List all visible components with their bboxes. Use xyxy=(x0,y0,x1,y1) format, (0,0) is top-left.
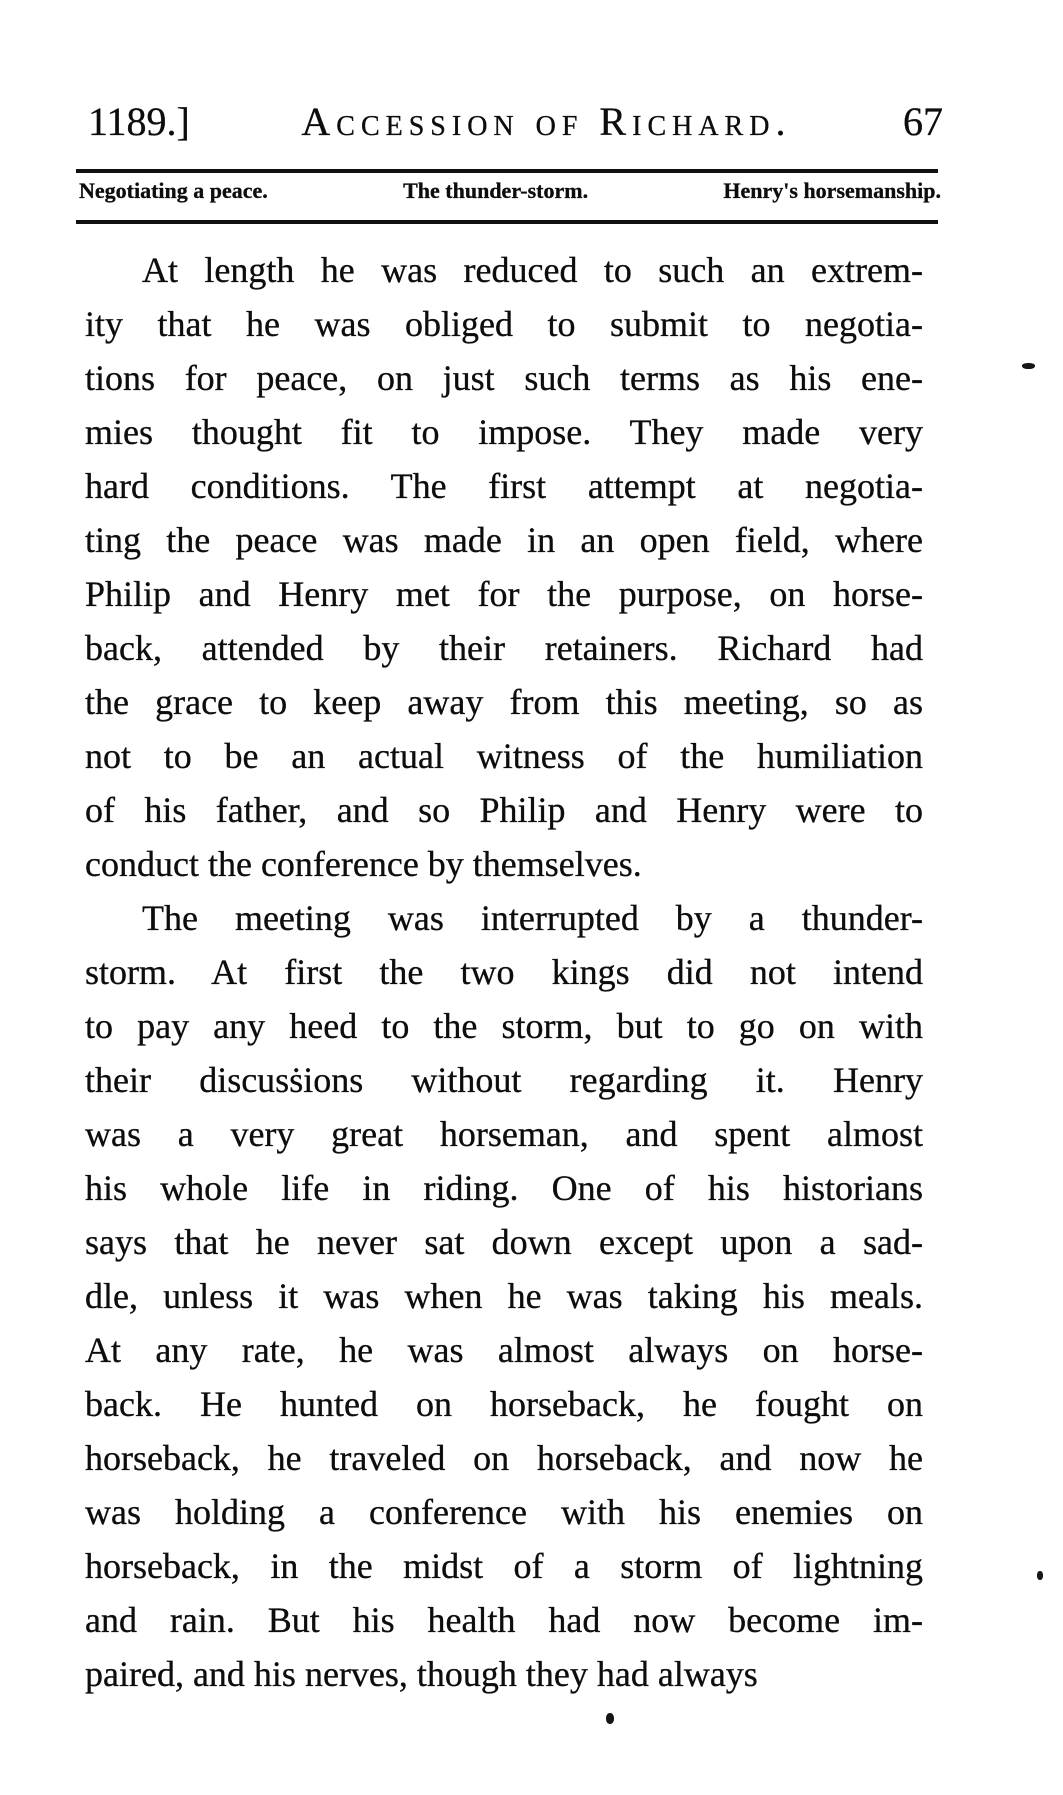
ink-speck-right-lower xyxy=(1037,1571,1043,1580)
text-line: and rain. But his health had now become im- xyxy=(85,1600,923,1640)
text-line: not to be an actual witness of the humiliation xyxy=(85,736,923,776)
ink-dot-bottom-center xyxy=(606,1713,614,1724)
ink-speck-right-upper xyxy=(1022,363,1035,369)
text-line: ity that he was obliged to submit to negotia- xyxy=(85,304,923,344)
text-line: mies thought fit to impose. They made very xyxy=(85,412,923,452)
text-line: was a very great horseman, and spent almost xyxy=(85,1114,923,1154)
text-line: says that he never sat down except upon a sad- xyxy=(85,1222,923,1262)
text-line: At length he was reduced to such an extrem- xyxy=(142,250,923,290)
text-line: hard conditions. The first attempt at negotia- xyxy=(85,466,923,506)
text-line: The meeting was interrupted by a thunder- xyxy=(142,898,923,938)
header-rule-top xyxy=(76,169,938,173)
header-rule-bottom xyxy=(76,220,938,224)
header-date: 1189.] xyxy=(88,99,190,144)
text-line: dle, unless it was when he was taking his meals. xyxy=(85,1276,923,1316)
page-title: Accession of Richard. xyxy=(301,99,792,144)
text-line: horseback, in the midst of a storm of lightning xyxy=(85,1546,923,1586)
text-line: to pay any heed to the storm, but to go on with xyxy=(85,1006,923,1046)
text-line: paired, and his nerves, though they had always xyxy=(85,1654,758,1694)
text-line: ting the peace was made in an open field, where xyxy=(85,520,923,560)
text-line: At any rate, he was almost always on horse- xyxy=(85,1330,923,1370)
running-head-center: The thunder-storm. xyxy=(403,178,589,203)
text-line: their discusṡions without regarding it. Henry xyxy=(85,1060,923,1100)
text-line: the grace to keep away from this meeting, so as xyxy=(85,682,923,722)
text-line: his whole life in riding. One of his historians xyxy=(85,1168,923,1208)
running-header xyxy=(88,98,943,145)
text-line: of his father, and so Philip and Henry were to xyxy=(85,790,923,830)
page-number: 67 xyxy=(903,99,943,144)
text-line: storm. At first the two kings did not intend xyxy=(85,952,923,992)
text-line: was holding a conference with his enemies on xyxy=(85,1492,923,1532)
text-line: back, attended by their retainers. Richard had xyxy=(85,628,923,668)
text-line: back. He hunted on horseback, he fought on xyxy=(85,1384,923,1424)
running-heads xyxy=(79,178,941,204)
text-line: Philip and Henry met for the purpose, on horse- xyxy=(85,574,923,614)
text-line: horseback, he traveled on horseback, and now he xyxy=(85,1438,923,1478)
text-line: tions for peace, on just such terms as his ene- xyxy=(85,358,923,398)
body-text xyxy=(85,243,923,1701)
running-head-left: Negotiating a peace. xyxy=(79,178,268,203)
running-head-right: Henry's horsemanship. xyxy=(723,178,941,203)
text-line: conduct the conference by themselves. xyxy=(85,844,642,884)
